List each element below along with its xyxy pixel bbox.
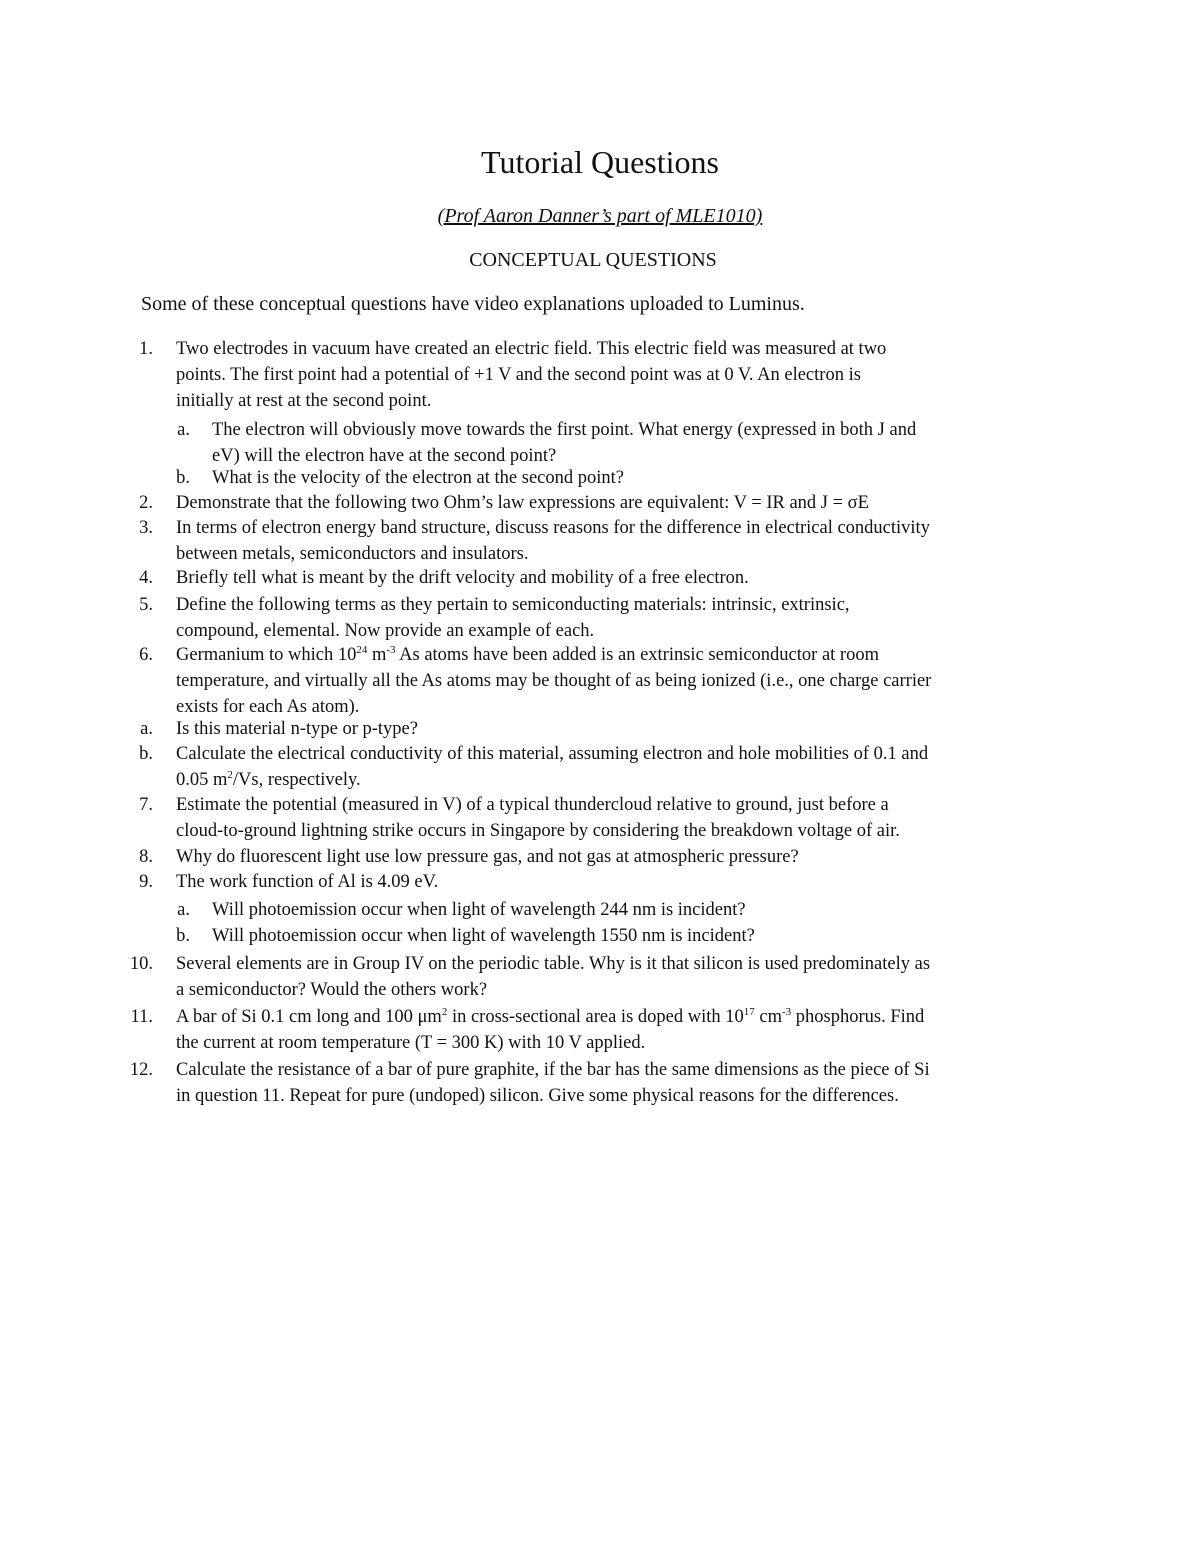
question-number: 5.	[139, 595, 153, 615]
question-number: 6.	[139, 645, 153, 665]
question-text-line: What is the velocity of the electron at the second point?	[212, 468, 624, 488]
question-number: a.	[177, 420, 190, 440]
question-text-line: Why do fluorescent light use low pressure gas, and not gas at atmospheric pressure?	[176, 847, 799, 867]
question-text-line: Calculate the electrical conductivity of this material, assuming electron and hole mobilities of 0.1 and	[176, 744, 929, 764]
question-text-line: The work function of Al is 4.09 eV.	[176, 872, 439, 892]
question-text-line: compound, elemental. Now provide an example of each.	[176, 620, 595, 641]
question-number: 2.	[139, 493, 153, 513]
question-number: 11.	[130, 1007, 153, 1027]
question-text-line: Briefly tell what is meant by the drift velocity and mobility of a free electron.	[176, 568, 749, 588]
text-run: A bar of Si 0.1 cm long and 100 μm	[176, 1007, 442, 1027]
document-subtitle: (Prof Aaron Danner’s part of MLE1010)	[437, 205, 763, 227]
section-heading: CONCEPTUAL QUESTIONS	[469, 249, 717, 271]
intro-paragraph: Some of these conceptual questions have video explanations uploaded to Luminus.	[141, 293, 805, 315]
superscript: 2	[227, 768, 233, 781]
question-number: 12.	[129, 1060, 153, 1080]
question-text-line	[176, 1005, 924, 1031]
question-text-line: The electron will obviously move towards the first point. What energy (expressed in both J and	[212, 420, 917, 440]
question-text-line: a semiconductor? Would the others work?	[176, 979, 488, 1000]
question-number: 4.	[139, 568, 153, 588]
text-run: phosphorus. Find	[791, 1007, 925, 1027]
question-number: b.	[139, 744, 153, 764]
superscript: 2	[441, 1006, 448, 1018]
question-text-line: Demonstrate that the following two Ohm’s law expressions are equivalent: V = IR and J = σE	[176, 493, 869, 513]
question-text-line: initially at rest at the second point.	[176, 390, 432, 411]
question-text-line: exists for each As atom).	[176, 696, 360, 717]
question-number: 7.	[139, 795, 153, 815]
question-text-line: cloud-to-ground lightning strike occurs in Singapore by considering the breakdown voltage of air.	[176, 820, 900, 841]
text-run: As atoms have been added is an extrinsic semiconductor at room	[395, 645, 879, 665]
text-run: 0.05 m	[176, 769, 228, 790]
text-run: m	[367, 645, 387, 665]
question-text-line: Define the following terms as they pertain to semiconducting materials: intrinsic, extrinsic,	[176, 595, 850, 615]
text-run: in cross-sectional area is doped with 10	[447, 1007, 744, 1027]
question-text-line	[176, 768, 928, 794]
document-title: Tutorial Questions	[481, 144, 719, 180]
question-number: 9.	[139, 872, 153, 892]
question-number: b.	[176, 468, 190, 488]
superscript: 17	[743, 1006, 755, 1018]
question-number: 3.	[139, 518, 153, 538]
question-text-line: Calculate the resistance of a bar of pure graphite, if the bar has the same dimensions as the piece of Si	[176, 1060, 930, 1080]
superscript: -3	[781, 1006, 792, 1018]
question-text-line: Will photoemission occur when light of wavelength 244 nm is incident?	[212, 900, 746, 920]
question-number: 1.	[139, 339, 153, 359]
question-number: 8.	[139, 847, 153, 867]
question-number: 10.	[129, 954, 153, 974]
text-run: cm	[754, 1007, 782, 1027]
question-text-line: Is this material n-type or p-type?	[176, 719, 418, 739]
question-number: b.	[176, 926, 190, 946]
text-run: /Vs, respectively.	[232, 769, 361, 790]
question-text-line: Two electrodes in vacuum have created an electric field. This electric field was measured at two	[176, 339, 887, 359]
superscript: -3	[386, 644, 396, 656]
superscript: 24	[356, 644, 368, 656]
question-text-line: Estimate the potential (measured in V) of a typical thundercloud relative to ground, just before a	[176, 795, 889, 815]
question-text-line: in question 11. Repeat for pure (undoped) silicon. Give some physical reasons for the differences.	[176, 1085, 899, 1106]
question-text-line: between metals, semiconductors and insulators.	[176, 543, 529, 564]
question-text-line: In terms of electron energy band structure, discuss reasons for the difference in electrical conductivity	[176, 518, 930, 538]
question-text-line: Will photoemission occur when light of wavelength 1550 nm is incident?	[212, 926, 755, 946]
question-text-line	[176, 643, 931, 669]
question-text-line: the current at room temperature (T = 300 K) with 10 V applied.	[176, 1032, 646, 1053]
text-run: Germanium to which 10	[176, 645, 357, 665]
question-text-line: temperature, and virtually all the As atoms may be thought of as being ionized (i.e., one charge carrier	[176, 670, 932, 691]
question-text-line: points. The first point had a potential of +1 V and the second point was at 0 V. An electron is	[176, 364, 861, 385]
question-text-line: Several elements are in Group IV on the periodic table. Why is it that silicon is used predominately as	[176, 954, 931, 974]
question-number: a.	[140, 719, 153, 739]
question-text-line: eV) will the electron have at the second point?	[212, 445, 557, 466]
question-number: a.	[177, 900, 190, 920]
